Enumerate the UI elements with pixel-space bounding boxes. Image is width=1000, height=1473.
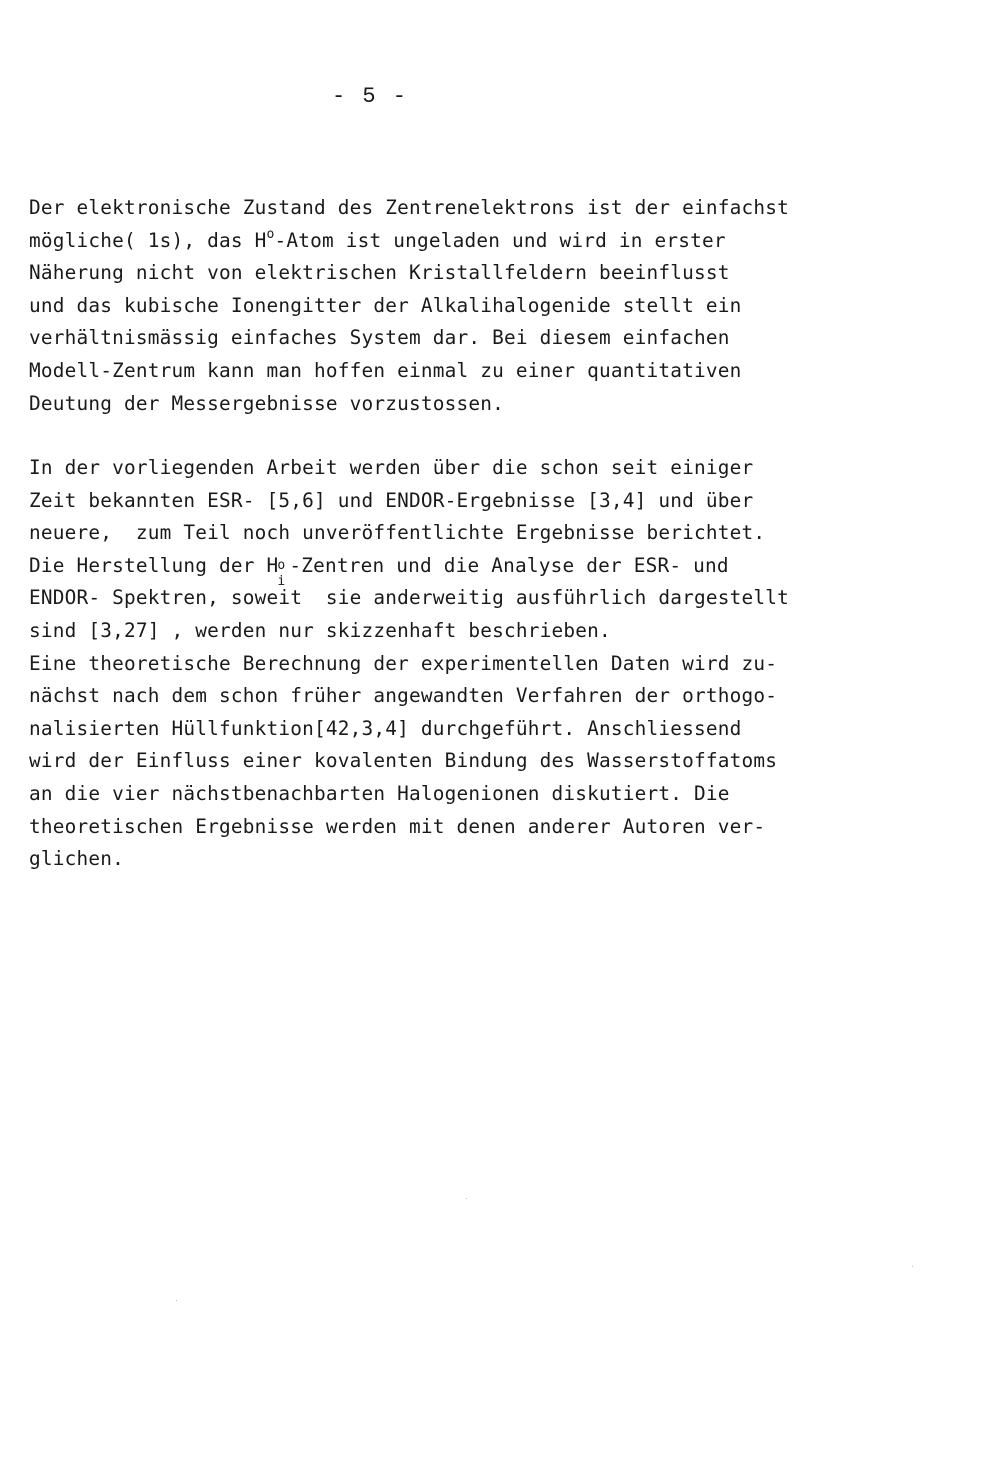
- text-segment: Die Herstellung der H: [29, 553, 279, 577]
- text-line: und das kubische Ionengitter der Alkalihalogenide stellt ein: [29, 293, 742, 317]
- scan-speck: [466, 1198, 467, 1199]
- text-line: nächst nach dem schon früher angewandten Verfahren der orthogo-: [29, 684, 778, 708]
- text-segment: -Atom ist ungeladen und wird in erster: [274, 228, 726, 252]
- superscript-o: o: [277, 557, 286, 573]
- text-line: wird der Einfluss einer kovalenten Bindung des Wasserstoffatoms: [29, 749, 778, 773]
- scan-speck: [912, 1266, 913, 1267]
- text-segment: mögliche( 1s), das H: [29, 228, 267, 252]
- text-line: nalisierten Hüllfunktion[42,3,4] durchgeführt. Anschliessend: [29, 716, 742, 740]
- text-line: verhältnismässig einfaches System dar. Bei diesem einfachen: [29, 326, 730, 350]
- paragraph-work-overview: [29, 452, 889, 876]
- text-line: an die vier nächstbenachbarten Halogenionen diskutiert. Die: [29, 781, 730, 805]
- text-line: Deutung der Messergebnisse vorzustossen.: [29, 391, 504, 415]
- text-line: [29, 225, 889, 258]
- text-line: Der elektronische Zustand des Zentrenelektrons ist der einfachst: [29, 196, 789, 219]
- text-line: [29, 550, 889, 589]
- superscript-o: o: [266, 226, 275, 242]
- text-line: Zeit bekannten ESR- [5,6] und ENDOR-Ergebnisse [3,4] und über: [29, 488, 754, 512]
- text-line: neuere, zum Teil noch unveröffentlichte Ergebnisse berichtet.: [29, 521, 766, 545]
- text-segment: -Zentren und die Analyse der ESR- und: [289, 553, 729, 577]
- subscript-i: i: [277, 573, 286, 589]
- text-line: ENDOR- Spektren, soweit sie anderweitig ausführlich dargestellt: [29, 586, 789, 610]
- text-line: Eine theoretische Berechnung der experimentellen Daten wird zu-: [29, 651, 778, 675]
- page-number: - 5 -: [331, 84, 408, 109]
- text-line: Modell-Zentrum kann man hoffen einmal zu einer quantitativen: [29, 358, 742, 382]
- text-line: Näherung nicht von elektrischen Kristallfeldern beeinflusst: [29, 261, 730, 285]
- text-line: sind [3,27] , werden nur skizzenhaft beschrieben.: [29, 618, 611, 642]
- scan-speck: [176, 1300, 177, 1301]
- paragraph-intro: [29, 192, 889, 420]
- text-line: theoretischen Ergebnisse werden mit denen anderer Autoren ver-: [29, 814, 766, 838]
- text-line: In der vorliegenden Arbeit werden über die schon seit einiger: [29, 456, 754, 479]
- text-line: glichen.: [29, 847, 124, 871]
